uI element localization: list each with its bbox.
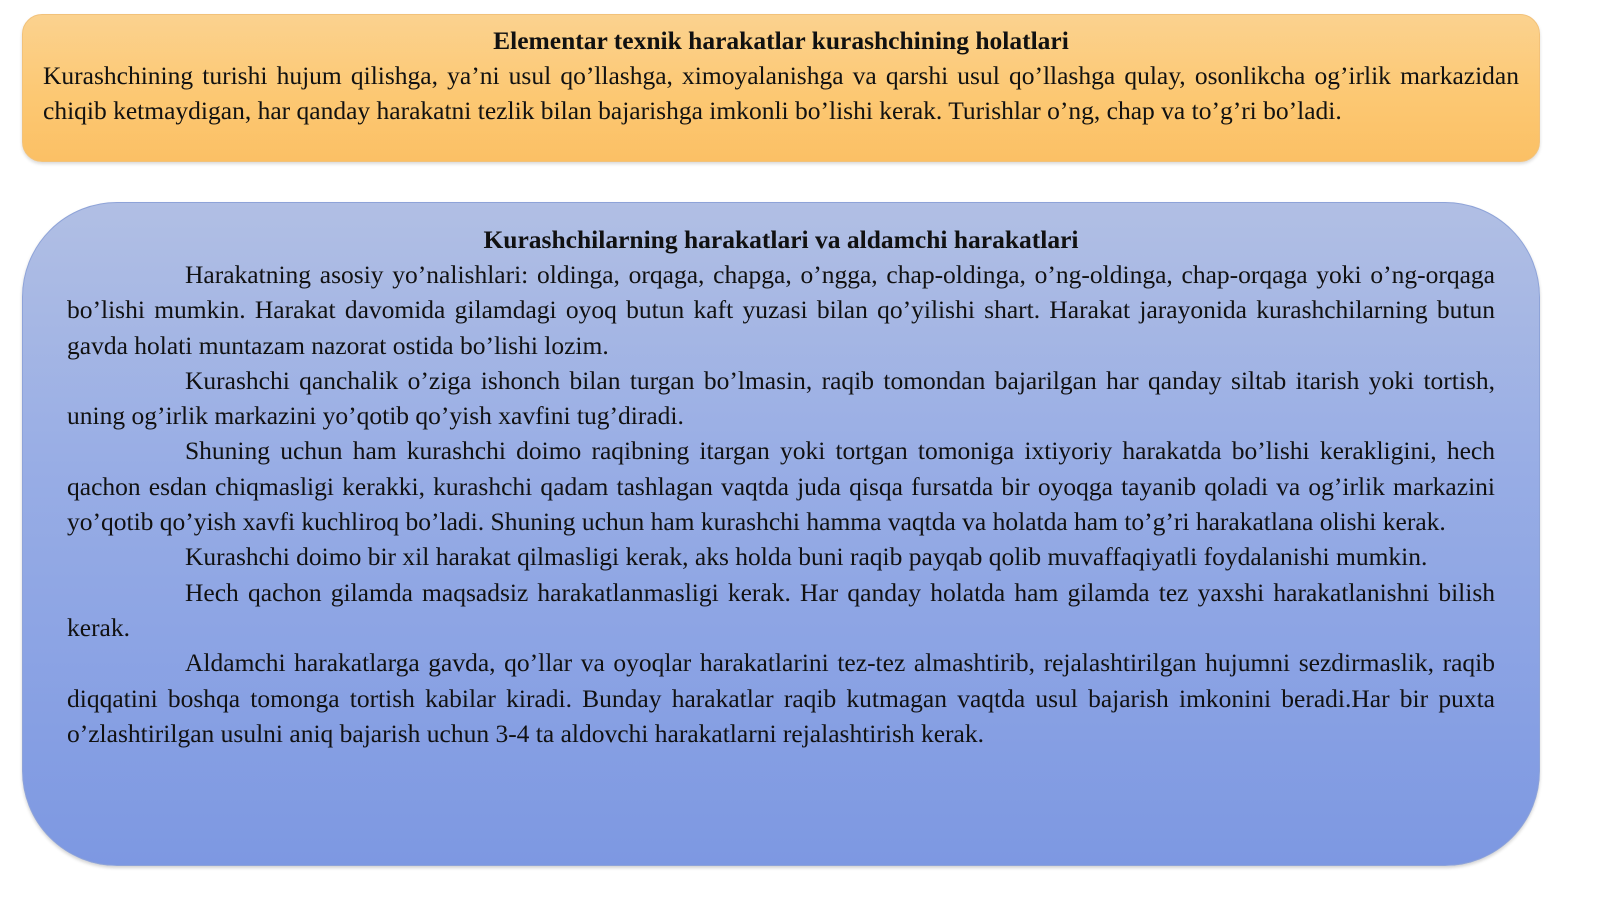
stances-section xyxy=(22,14,1540,162)
stances-text: Kurashchining turishi hujum qilishga, ya’ni usul qo’llashga, ximoyalanishga va qarshi usul qo’llashga qulay, osonlikcha og’irlik markazidan chiqib ketmaydigan, har qanday harakatni tezlik bilan bajarishga imkonli bo’lishi kerak. Turishlar o’ng, chap va to’g’ri bo’ladi. xyxy=(43,61,1519,126)
movements-section xyxy=(22,202,1540,866)
movements-paragraph: Harakatning asosiy yo’nalishlari: oldinga, orqaga, chapga, o’ngga, chap-oldinga, o’ng-oldinga, chap-orqaga yoki o’ng-orqaga bo’lishi mumkin. Harakat davomida gilamdagi oyoq butun kaft yuzasi bilan qo’yilishi shart. Harakat jarayonida kurashchilarning butun gavda holati muntazam nazorat ostida bo’lishi lozim. xyxy=(67,260,1495,360)
stances-title: Elementar texnik harakatlar kurashchining holatlari xyxy=(493,26,1069,55)
movements-paragraph: Kurashchi qanchalik o’ziga ishonch bilan turgan bo’lmasin, raqib tomondan bajarilgan har qanday siltab itarish yoki tortish, uning og’irlik markazini yo’qotib qo’yish xavfini tug’diradi. xyxy=(67,365,1495,431)
movements-title: Kurashchilarning harakatlari va aldamchi harakatlari xyxy=(483,225,1079,254)
movements-paragraph: Aldamchi harakatlarga gavda, qo’llar va oyoqlar harakatlarini tez-tez almashtirib, rejalashtirilgan hujumni sezdirmaslik, raqib diqqatini boshqa tomonga tortish kabilar kiradi. Bunday harakatlar raqib kutmagan vaqtda usul bajarish imkonini beradi.Har bir puxta o’zlashtirilgan usulni aniq bajarish uchun 3-4 ta aldovchi harakatlarni rejalashtirish kerak. xyxy=(67,648,1495,748)
movements-paragraph: Kurashchi doimo bir xil harakat qilmasligi kerak, aks holda buni raqib payqab qolib muvaffaqiyatli foydalanishi mumkin. xyxy=(185,542,1428,572)
movements-paragraph: Hech qachon gilamda maqsadsiz harakatlanmasligi kerak. Har qanday holatda ham gilamda tez yaxshi harakatlanishni bilish kerak. xyxy=(67,577,1495,642)
movements-paragraph: Shuning uchun ham kurashchi doimo raqibning itargan yoki tortgan tomoniga ixtiyoriy harakatda bo’lishi kerakligini, hech qachon esdan chiqmasligi kerakki, kurashchi qadam tashlagan vaqtda juda qisqa fursatda bir oyoqga tayanib qoladi va og’irlik markazini yo’qotib qo’yish xavfi kuchliroq bo’ladi. Shuning uchun ham kurashchi hamma vaqtda va holatda ham to’g’ri harakatlana olishi kerak. xyxy=(67,436,1495,537)
